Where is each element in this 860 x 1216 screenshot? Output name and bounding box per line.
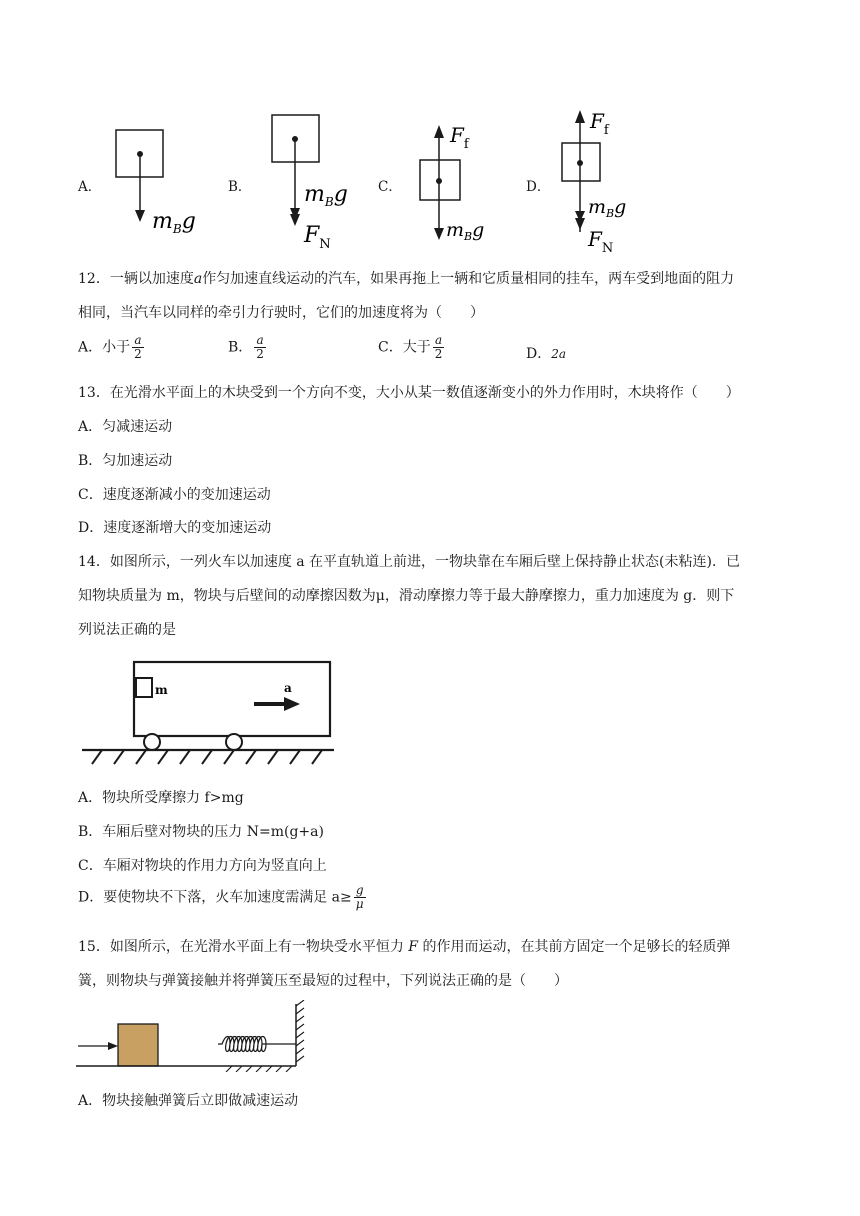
- q15-spring-figure: [76, 1000, 316, 1072]
- q14-option-d[interactable]: D．要使物块不下落，火车加速度需满足 a≥ $\frac{g}{\mu}$: [78, 883, 364, 911]
- q14-stem-line3: 列说法正确的是: [78, 622, 176, 638]
- q12-stem-line1: 12．一辆以加速度a作匀加速直线运动的汽车，如果再拖上一辆和它质量相同的挂车，两车受到地面的阻力: [78, 271, 735, 287]
- floor-hatch: [226, 1066, 292, 1072]
- q11-option-c-diagram: [410, 118, 520, 248]
- q15-option-a[interactable]: A．物块接触弹簧后立即做减速运动: [78, 1093, 299, 1109]
- spring: [218, 1037, 296, 1052]
- accel-label: a: [284, 681, 292, 695]
- train-car: [134, 662, 330, 736]
- svg-text:mBg: $m_Bg$: [588, 196, 627, 220]
- block-m-label: m: [155, 683, 168, 697]
- q15-stem-line1: 15．如图所示，在光滑水平面上有一物块受水平恒力 F 的作用而运动，在其前方固定一个足够长的轻质弹: [78, 939, 731, 955]
- q14-train-figure: [80, 652, 340, 772]
- q14-option-b[interactable]: B．车厢后壁对物块的压力 N=m(g+a): [78, 824, 324, 840]
- q12-option-c[interactable]: C．大于 $\frac{a}{2}$: [378, 333, 443, 361]
- svg-text:FN: $F_N$: [304, 223, 331, 252]
- svg-text:Ff: $F_f$: [590, 109, 609, 138]
- q11-option-b-label[interactable]: B．: [228, 179, 252, 195]
- q13-option-a[interactable]: A．匀减速运动: [78, 419, 173, 435]
- q13-option-c[interactable]: C．速度逐渐减小的变加速运动: [78, 487, 271, 503]
- svg-text:FN: $F_N$: [588, 227, 614, 256]
- q14-stem-line1: 14．如图所示，一列火车以加速度 a 在平直轨道上前进，一物块靠在车厢后壁上保持静止状态(未粘连)．已: [78, 554, 740, 570]
- q11-option-b-diagram: [258, 108, 378, 258]
- q13-stem: 13．在光滑水平面上的木块受到一个方向不变，大小从某一数值逐渐变小的外力作用时，木块将作（ ）: [78, 385, 740, 401]
- q12-option-b[interactable]: B． $\frac{a}{2}$: [228, 333, 264, 361]
- q11-option-a-diagram: [100, 110, 220, 250]
- block-m: [136, 678, 152, 697]
- q11-option-d-label[interactable]: D．: [526, 179, 551, 195]
- svg-text:Ff: $F_f$: [450, 123, 469, 152]
- svg-text:mBg: $m_Bg$: [304, 182, 348, 209]
- ground-hatch: [92, 750, 322, 764]
- svg-text:mBg: $m_Bg$: [446, 219, 485, 243]
- wall-hatch: [296, 1000, 304, 1062]
- force-arrow: [78, 1042, 118, 1050]
- wheel-rear: [144, 734, 160, 750]
- q12-option-a[interactable]: A．小于 $\frac{a}{2}$: [78, 333, 142, 361]
- wheel-front: [226, 734, 242, 750]
- accel-arrow: [254, 697, 300, 711]
- q13-option-d[interactable]: D．速度逐渐增大的变加速运动: [78, 520, 272, 536]
- q13-option-b[interactable]: B．匀加速运动: [78, 453, 173, 469]
- q14-option-a[interactable]: A．物块所受摩擦力 f>mg: [78, 790, 244, 806]
- q11-option-a-label[interactable]: A．: [78, 179, 102, 195]
- q14-stem-line2: 知物块质量为 m，物块与后壁间的动摩擦因数为μ，滑动摩擦力等于最大静摩擦力，重力加速度为 g．则下: [78, 588, 735, 604]
- q11-option-d-diagram: [554, 104, 664, 264]
- q12-stem-line2: 相同，当汽车以同样的牵引力行驶时，它们的加速度将为（ ）: [78, 305, 484, 321]
- q14-option-c[interactable]: C．车厢对物块的作用力方向为竖直向上: [78, 858, 327, 874]
- q11-option-c-label[interactable]: C．: [378, 179, 402, 195]
- q15-stem-line2: 簧，则物块与弹簧接触并将弹簧压至最短的过程中，下列说法正确的是（ ）: [78, 973, 568, 989]
- block: [118, 1024, 158, 1066]
- q12-option-d[interactable]: D．2a: [526, 346, 567, 362]
- svg-text:mBg: $m_Bg$: [152, 209, 196, 236]
